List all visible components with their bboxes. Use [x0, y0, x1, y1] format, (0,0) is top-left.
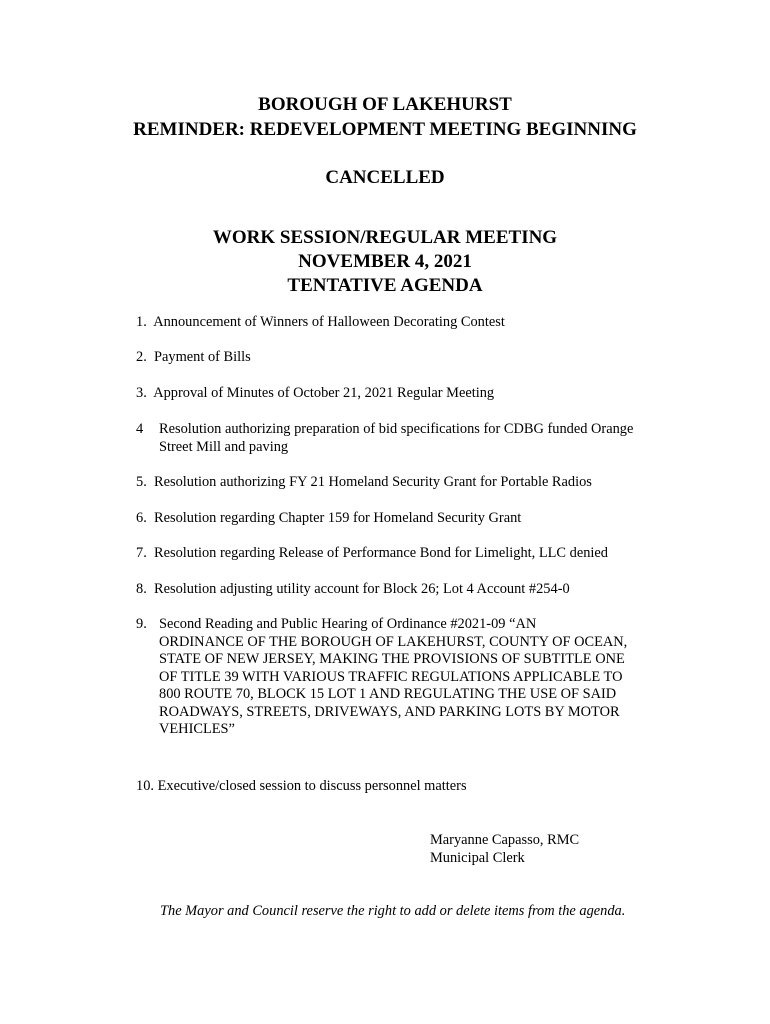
item-number: 9. [136, 616, 147, 632]
meeting-date: NOVEMBER 4, 2021 [298, 251, 472, 272]
item-text-line: VEHICLES” [159, 721, 235, 737]
item-text-line: Street Mill and paving [159, 438, 289, 455]
agenda-item-3 [136, 385, 494, 403]
item-text: Payment of Bills [154, 349, 251, 365]
item-number: 4 [136, 421, 144, 437]
item-number: 7. [136, 545, 147, 561]
item-text: Resolution authorizing FY 21 Homeland Security Grant for Portable Radios [154, 474, 592, 490]
item-number: 2. [136, 349, 147, 365]
item-number: 5. [136, 474, 147, 490]
item-text-line: OF TITLE 39 WITH VARIOUS TRAFFIC REGULATIONS APPLICABLE TO [159, 668, 623, 685]
item-text [159, 616, 627, 739]
agenda-item-5 [136, 474, 592, 492]
meeting-type: WORK SESSION/REGULAR MEETING [212, 227, 558, 248]
item-text-line: Resolution authorizing preparation of bid specifications for CDBG funded Orange [159, 421, 634, 437]
item-text [159, 421, 633, 456]
agenda-item-6 [136, 510, 521, 528]
signatory-name: Maryanne Capasso, RMC [430, 832, 580, 848]
agenda-item-10 [136, 778, 467, 796]
agenda-title: TENTATIVE AGENDA [287, 275, 483, 296]
cancelled-notice: CANCELLED [325, 167, 445, 188]
agenda-item-2 [136, 349, 251, 367]
item-number: 10. [136, 778, 154, 794]
item-text-line: ROADWAYS, STREETS, DRIVEWAYS, AND PARKING LOTS BY MOTOR [159, 703, 620, 720]
item-text-line: ORDINANCE OF THE BOROUGH OF LAKEHURST, COUNTY OF OCEAN, [159, 633, 628, 650]
reminder-line: REMINDER: REDEVELOPMENT MEETING BEGINNING [133, 119, 637, 140]
item-number: 3. [136, 385, 147, 401]
item-text: Resolution adjusting utility account for Block 26; Lot 4 Account #254-0 [154, 581, 570, 597]
item-text: Resolution regarding Chapter 159 for Homeland Security Grant [154, 510, 522, 526]
item-number: 1. [136, 314, 147, 330]
item-text: Resolution regarding Release of Performance Bond for Limelight, LLC denied [154, 545, 608, 561]
item-text-line: STATE OF NEW JERSEY, MAKING THE PROVISIONS OF SUBTITLE ONE [159, 651, 625, 667]
item-text: Executive/closed session to discuss personnel matters [157, 778, 467, 794]
item-text: Announcement of Winners of Halloween Decorating Contest [153, 314, 505, 330]
item-number: 8. [136, 581, 147, 597]
agenda-item-7 [136, 545, 608, 563]
item-number: 6. [136, 510, 147, 526]
signatory-title: Municipal Clerk [430, 850, 525, 866]
agenda-disclaimer: The Mayor and Council reserve the right to add or delete items from the agenda. [160, 903, 626, 919]
borough-name: BOROUGH OF LAKEHURST [258, 94, 512, 115]
agenda-item-1 [136, 314, 505, 332]
item-text-line: Second Reading and Public Hearing of Ordinance #2021-09 “AN [159, 616, 537, 632]
item-text-line: 800 ROUTE 70, BLOCK 15 LOT 1 AND REGULATING THE USE OF SAID [159, 686, 617, 702]
agenda-item-8 [136, 581, 570, 599]
item-text: Approval of Minutes of October 21, 2021 Regular Meeting [153, 385, 495, 401]
